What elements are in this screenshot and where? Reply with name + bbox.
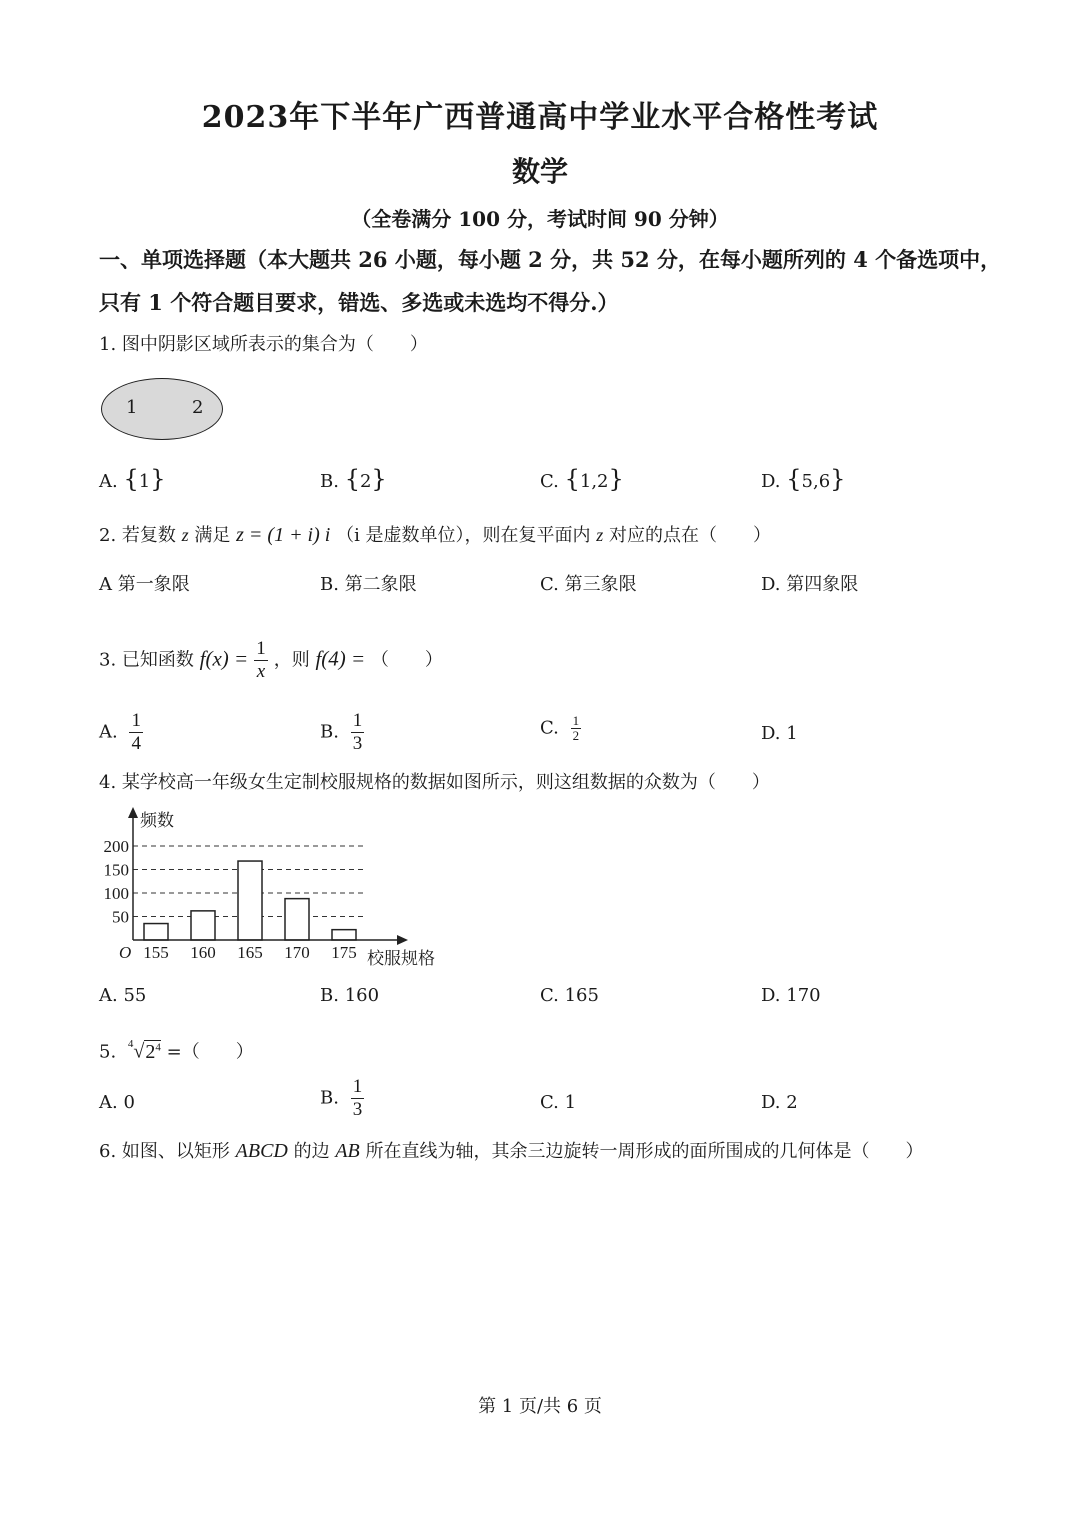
q1-option-a-value: 1: [138, 471, 151, 492]
y-tick-label: 200: [103, 837, 129, 856]
bar-155: [144, 924, 168, 940]
q5-option-c[interactable]: C. 1: [540, 1092, 577, 1113]
question-2-stem: 2. 若复数 z 满足 z = (1 + i) i （i 是虚数单位），则在复平面内 z 对应的点在（ ）: [99, 524, 772, 546]
histogram-chart: [95, 802, 455, 974]
x-tick-label: 160: [190, 943, 216, 962]
x-axis-label: 校服规格: [367, 949, 435, 968]
origin-label: O: [119, 943, 132, 962]
x-tick-label: 170: [284, 943, 310, 962]
page-number: 第 1 页/共 6 页: [478, 1396, 602, 1417]
q3-option-d[interactable]: D. 1: [761, 723, 798, 744]
bar-175: [332, 930, 356, 940]
venn-label-2: 2: [192, 397, 204, 418]
q2-option-b[interactable]: B. 第二象限: [320, 574, 417, 595]
q2-option-a[interactable]: A 第一象限: [99, 574, 190, 595]
q1-option-b[interactable]: B. {2}: [320, 465, 387, 493]
subject-title: 数学: [511, 155, 568, 188]
q1-option-b-value: 2: [359, 471, 372, 492]
y-axis-label: 频数: [140, 811, 174, 830]
q5-option-b[interactable]: B. $\frac{1}{3}$: [320, 1076, 363, 1120]
question-1-stem: 1. 图中阴影区域所表示的集合为（ ）: [99, 334, 428, 355]
question-5-stem: 5. $^4√2^4$ =（ ）: [99, 1035, 254, 1065]
y-tick-label: 50: [112, 907, 129, 927]
q4-option-b[interactable]: B. 160: [320, 985, 380, 1006]
chart-bars: [144, 861, 356, 940]
y-tick-label: 150: [103, 860, 129, 880]
q4-option-c[interactable]: C. 165: [540, 985, 599, 1006]
q5-option-a[interactable]: A. 0: [99, 1092, 135, 1113]
q1-option-c-value: 1,2: [579, 471, 609, 492]
section-instructions-line1: 一、单项选择题（本大题共 26 小题，每小题 2 分，共 52 分，在每小题所列的 4 个备选项中，: [99, 247, 1002, 272]
q1-option-a[interactable]: A. {1}: [99, 465, 166, 493]
exam-title: 2023年下半年广西普通高中学业水平合格性考试: [201, 100, 879, 135]
bar-160: [191, 911, 215, 940]
q3-option-b[interactable]: B. $\frac{1}{3}$: [320, 710, 363, 754]
q5-radical: $^4√2^4$: [127, 1037, 161, 1063]
x-tick-label: 175: [331, 943, 357, 962]
q4-option-d[interactable]: D. 170: [761, 985, 821, 1006]
question-3-stem: 3. 已知函数 f(x) = $\frac{1}{x}$ ，则 f(4) = （ ）: [99, 638, 443, 682]
q2-option-d[interactable]: D. 第四象限: [761, 574, 859, 595]
q4-option-a[interactable]: A. 55: [99, 985, 147, 1006]
q2-formula: z = (1 + i) i: [236, 524, 331, 546]
y-axis-arrow: [128, 807, 138, 818]
y-tick-label: 100: [103, 884, 129, 903]
question-4-stem: 4. 某学校高一年级女生定制校服规格的数据如图所示，则这组数据的众数为（ ）: [99, 772, 770, 793]
exam-note: （全卷满分 100 分，考试时间 90 分钟）: [351, 207, 729, 231]
venn-ellipse-shaded: [101, 378, 223, 440]
q3-fraction: $\frac{1}{x}$: [256, 638, 266, 682]
section-instructions-line2: 只有 1 个符合题目要求，错选、多选或未选均不得分.）: [99, 290, 619, 315]
q1-option-d-value: 5,6: [801, 471, 831, 492]
q3-option-c[interactable]: C. $\frac{1}{2}$: [540, 713, 580, 743]
bar-170: [285, 899, 309, 940]
q1-option-d[interactable]: D. {5,6}: [761, 465, 846, 493]
q3-option-a[interactable]: A. $\frac{1}{4}$: [99, 710, 141, 754]
q1-option-c[interactable]: C. {1,2}: [540, 465, 624, 493]
venn-label-1: 1: [126, 397, 138, 418]
q2-option-c[interactable]: C. 第三象限: [540, 574, 637, 595]
x-tick-label: 155: [143, 943, 169, 962]
bar-165: [238, 861, 262, 940]
x-tick-label: 165: [237, 943, 263, 962]
q5-option-d[interactable]: D. 2: [761, 1092, 798, 1113]
x-axis-arrow: [397, 935, 408, 945]
question-6-stem: 6. 如图、以矩形 ABCD 的边 AB 所在直线为轴，其余三边旋转一周形成的面所围成的几何体是（ ）: [99, 1140, 924, 1162]
